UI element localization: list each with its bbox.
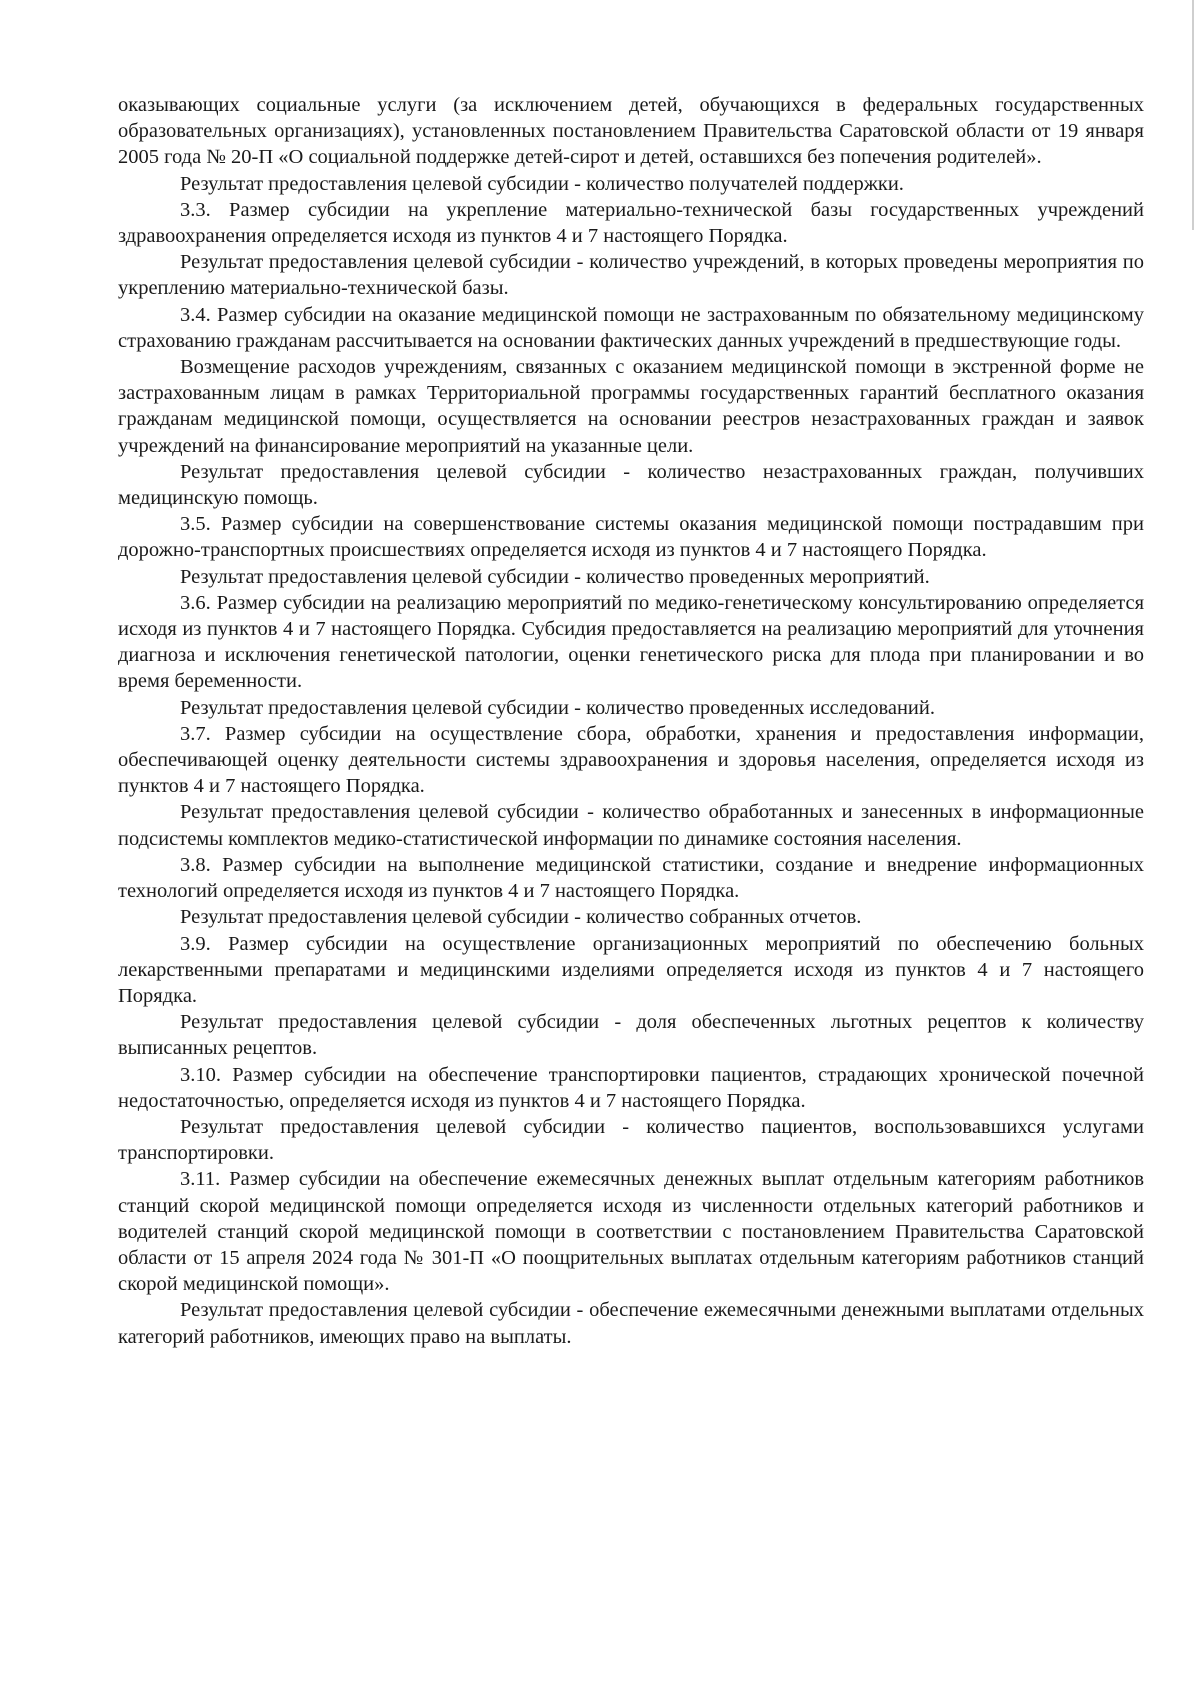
paragraph-item-3-4: 3.4. Размер субсидии на оказание медицинской помощи не застрахованным по обязательному медицинскому страхованию гражданам рассчитывается на основании фактических данных учреждений в предшествующие годы. <box>118 303 1144 352</box>
paragraph-item-3-6: 3.6. Размер субсидии на реализацию мероприятий по медико-генетическому консультированию определяется исходя из пунктов 4 и 7 настоящего Порядка. Субсидия предоставляется на реализацию мероприятий для уточнения диагноза и исключения генетической патологии, оценки генетического риска для плода при планировании и во время беременности. <box>118 591 1144 693</box>
paragraph-result: Результат предоставления целевой субсидии - количество собранных отчетов. <box>180 906 862 929</box>
document-body <box>118 92 1144 1350</box>
paragraph-item-3-10: 3.10. Размер субсидии на обеспечение транспортировки пациентов, страдающих хронической почечной недостаточностью, определяется исходя из пунктов 4 и 7 настоящего Порядка. <box>118 1063 1144 1112</box>
paragraph-item-3-8: 3.8. Размер субсидии на выполнение медицинской статистики, создание и внедрение информационных технологий определяется исходя из пунктов 4 и 7 настоящего Порядка. <box>118 853 1144 903</box>
paragraph-result: Результат предоставления целевой субсидии - обеспечение ежемесячными денежными выплатами отдельных категорий работников, имеющих право на выплаты. <box>118 1299 1144 1348</box>
paragraph-result: Результат предоставления целевой субсидии - количество учреждений, в которых проведены мероприятия по укреплению материально-технической базы. <box>118 251 1144 300</box>
paragraph-reimbursement: Возмещение расходов учреждениям, связанных с оказанием медицинской помощи в экстренной форме не застрахованным лицам в рамках Территориальной программы государственных гарантий бесплатного оказания гражданам медицинской помощи, осуществляется на основании реестров незастрахованных граждан и заявок учреждений на финансирование мероприятий на указанные цели. <box>118 356 1144 457</box>
paragraph-item-3-9: 3.9. Размер субсидии на осуществление организационных мероприятий по обеспечению больных лекарственными препаратами и медицинскими изделиями определяется исходя из пунктов 4 и 7 настоящего Порядка. <box>118 932 1144 1007</box>
paragraph-result: Результат предоставления целевой субсидии - количество пациентов, воспользовавшихся услугами транспортировки. <box>118 1115 1144 1165</box>
paragraph-result: Результат предоставления целевой субсидии - количество обработанных и занесенных в информационные подсистемы комплектов медико-статистической информации по динамике состояния населения. <box>118 801 1144 850</box>
paragraph-result: Результат предоставления целевой субсидии - количество получателей поддержки. <box>180 172 904 195</box>
paragraph-result: Результат предоставления целевой субсидии - количество проведенных мероприятий. <box>180 565 930 588</box>
paragraph-item-3-3: 3.3. Размер субсидии на укрепление материально-технической базы государственных учреждений здравоохранения определяется исходя из пунктов 4 и 7 настоящего Порядка. <box>118 198 1144 248</box>
paragraph-result: Результат предоставления целевой субсидии - количество проведенных исследований. <box>180 696 935 719</box>
paragraph-result: Результат предоставления целевой субсидии - количество незастрахованных граждан, получивших медицинскую помощь. <box>118 460 1144 510</box>
paragraph-result: Результат предоставления целевой субсидии - доля обеспеченных льготных рецептов к количеству выписанных рецептов. <box>118 1011 1144 1060</box>
paragraph-item-3-5: 3.5. Размер субсидии на совершенствование системы оказания медицинской помощи пострадавшим при дорожно-транспортных происшествиях определяется исходя из пунктов 4 и 7 настоящего Порядка. <box>118 513 1144 562</box>
paragraph-continuation: оказывающих социальные услуги (за исключением детей, обучающихся в федеральных государственных образовательных организациях), установленных постановлением Правительства Саратовской области от 19 января 2005 года № 20-П «О социальной поддержке детей-сирот и детей, оставшихся без попечения родителей». <box>118 94 1144 169</box>
paragraph-item-3-11: 3.11. Размер субсидии на обеспечение ежемесячных денежных выплат отдельным категориям работников станций скорой медицинской помощи определяется исходя из численности отдельных категорий работников и водителей станций скорой медицинской помощи в соответствии с постановлением Правительства Саратовской области от 15 апреля 2024 года № 301-П «О поощрительных выплатах отдельным категориям работников станций скорой медицинской помощи». <box>118 1168 1144 1296</box>
scan-page-edge <box>1192 0 1194 230</box>
paragraph-item-3-7: 3.7. Размер субсидии на осуществление сбора, обработки, хранения и предоставления информации, обеспечивающей оценку деятельности системы здравоохранения и здоровья населения, определяется исходя из пунктов 4 и 7 настоящего Порядка. <box>118 722 1144 798</box>
